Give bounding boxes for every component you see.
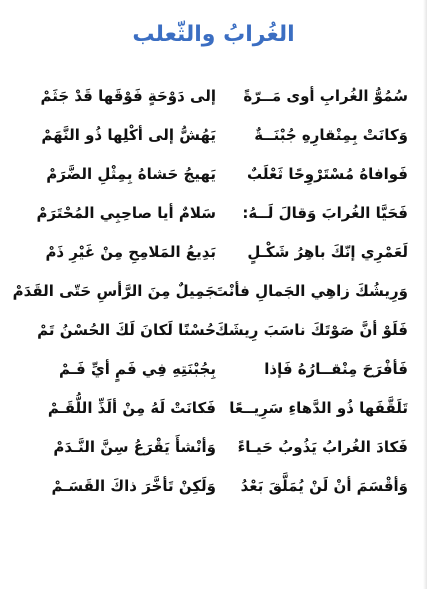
verse-second-hemistich: بَدِيعُ المَلامِحِ مِنْ غَيْرِ ذَمْ xyxy=(45,242,216,261)
verse-second-hemistich: سَلامٌ أيا صاحِبِي المُحْتَرَمْ xyxy=(36,203,216,222)
verse-second-hemistich: إلى دَوْحَةٍ فَوْقَها قَدْ جَثَمْ xyxy=(40,86,216,105)
verse-first-hemistich: فَكادَ الغُرابُ يَذُوبُ حَيـاءً xyxy=(237,437,408,456)
verse-first-hemistich: فَلَوْ أنَّ صَوْتَكَ ناسَبَ رِيشَكَ xyxy=(214,320,408,339)
verse xyxy=(36,427,408,466)
verse-first-hemistich: سُمُوُّ الغُرابِ أوى مَــرّةً xyxy=(243,86,408,105)
verse xyxy=(12,271,408,310)
verse-first-hemistich: لَعَمْرِي إنّكَ باهِرُ شَكْـلٍ xyxy=(247,242,408,261)
verse-second-hemistich: بِجُبْنَتِهِ فِي فَمٍ أيِّ فَـمْ xyxy=(59,359,216,378)
page-edge-shadow xyxy=(423,0,427,589)
verse-first-hemistich: فَحَيَّا الغُرابَ وَقالَ لَــهُ: xyxy=(242,203,408,222)
verse-second-hemistich: يَهيجُ حَشاهُ بِمِثْلِ الضَّرَمْ xyxy=(46,164,216,183)
verse-second-hemistich: وَلَكِنْ تَأخَّرَ ذاكَ القَسَـمْ xyxy=(51,476,216,495)
verse-first-hemistich: وَرِيشُكَ زاهِي الجَمالِ فأنْتَ xyxy=(212,281,408,300)
verse xyxy=(36,76,408,115)
verse-first-hemistich: وَكانَتْ بِمِنْقارِهِ جُبْنَــةٌ xyxy=(254,125,408,144)
verse-second-hemistich: فَكانَتْ لَهُ مِنْ ألَذِّ اللُّقَـمْ xyxy=(47,398,216,417)
verse-first-hemistich: فَوافاهُ مُسْتَرْوِحًا ثَعْلَبٌ xyxy=(247,164,408,183)
verse xyxy=(36,193,408,232)
verse xyxy=(36,310,408,349)
verse-second-hemistich: وَأنْشأَ يَقْرَعُ سِنَّ النَّـدَمْ xyxy=(53,437,216,456)
verse-first-hemistich: تَلَقَّفَها ذُو الدَّهاءِ سَرِيــعًا xyxy=(229,398,408,417)
verse-second-hemistich: جَمِيلٌ مِنَ الرَّأسِ حَتّى القَدَمْ xyxy=(12,281,216,300)
verse-first-hemistich: وَأقْسَمَ أنْ لَنْ يُمَلَّقَ بَعْدُ xyxy=(240,476,408,495)
verse xyxy=(36,388,408,427)
verse-first-hemistich: فَأفْرَحَ مِنْقــارُهُ فَإذا xyxy=(264,359,408,378)
verse xyxy=(36,466,408,505)
poem-title: الغُرابُ والثّعلب xyxy=(132,22,295,47)
verse-second-hemistich: حُسْنًا لَكانَ لَكَ الحُسْنُ تَمْ xyxy=(37,320,216,339)
verse xyxy=(36,349,408,388)
verse xyxy=(36,154,408,193)
poem-body xyxy=(12,76,408,505)
verse-second-hemistich: يَهُشُّ إلى أكْلِها ذُو النَّهَمْ xyxy=(41,125,216,144)
verse xyxy=(36,232,408,271)
verse xyxy=(36,115,408,154)
